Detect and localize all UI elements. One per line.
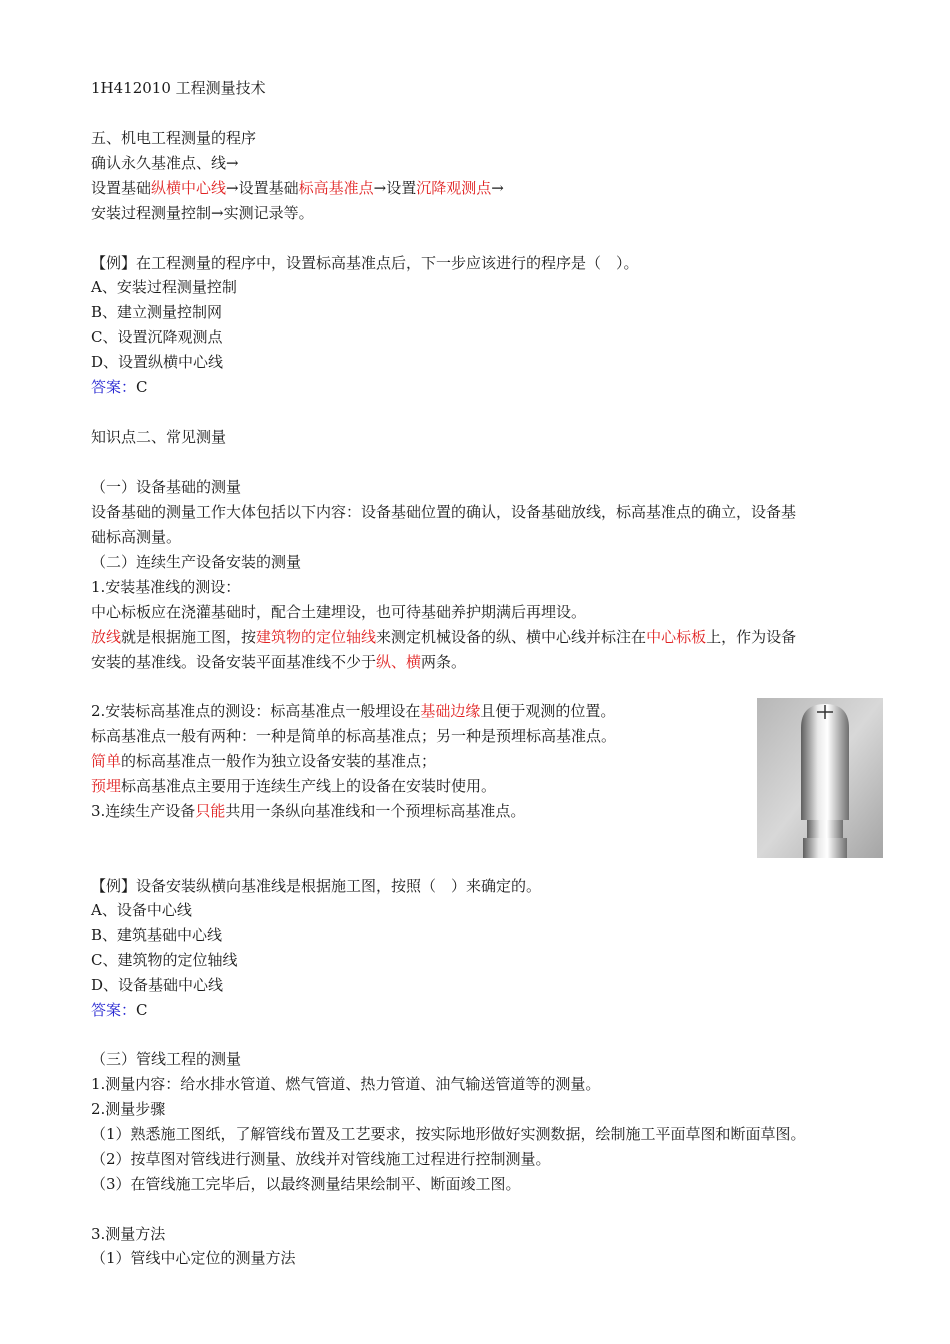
item1-line3 [91, 627, 796, 647]
example1-question: 【例】在工程测量的程序中，设置标高基准点后，下一步应该进行的程序是（ ）。 [91, 254, 639, 272]
sub3-step1: （1）熟悉施工图纸，了解管线布置及工艺要求，按实际地形做好实测数据，绘制施工平面草图和断面草图。 [91, 1125, 806, 1143]
section-header: 1H412010 工程测量技术 [91, 79, 266, 97]
example2-question: 【例】设备安装纵横向基准线是根据施工图，按照（ ）来确定的。 [91, 877, 542, 895]
example1-option-b: B、建立测量控制网 [91, 303, 223, 321]
answer-label: 答案： [91, 1001, 137, 1019]
example2-option-b: B、建筑基础中心线 [91, 926, 223, 944]
s5-line1: 确认永久基准点、线→ [91, 154, 239, 172]
item2-line3 [91, 751, 436, 771]
highlight: 纵横中心线 [151, 179, 227, 197]
text: 且便于观测的位置。 [480, 702, 616, 720]
item3-line [91, 801, 525, 821]
sub3-step2: （2）按草图对管线进行测量、放线并对管线施工过程进行控制测量。 [91, 1150, 551, 1168]
kp2-title: 知识点二、常见测量 [91, 428, 227, 446]
s5-title: 五、机电工程测量的程序 [91, 129, 257, 147]
highlight: 简单 [91, 752, 122, 770]
item2-line1 [91, 701, 615, 721]
text: 设置基础 [91, 179, 152, 197]
text: 的标高基准点一般作为独立设备安装的基准点； [121, 752, 437, 770]
highlight: 建筑物的定位轴线 [256, 628, 377, 646]
answer-value: C [136, 1001, 148, 1019]
text: 就是根据施工图，按 [121, 628, 257, 646]
example1-option-c: C、设置沉降观测点 [91, 328, 223, 346]
s5-line2 [91, 178, 504, 198]
highlight: 沉降观测点 [416, 179, 492, 197]
highlight: 基础边缘 [420, 702, 481, 720]
text: 3.连续生产设备 [91, 802, 196, 820]
example1-answer [91, 377, 148, 397]
highlight: 放线 [91, 628, 122, 646]
highlight: 只能 [195, 802, 226, 820]
example2-option-d: D、设备基础中心线 [91, 976, 224, 994]
text: →设置 [373, 179, 417, 197]
text: →设置基础 [226, 179, 299, 197]
sub3-title: （三）管线工程的测量 [91, 1050, 242, 1068]
highlight: 中心标板 [646, 628, 707, 646]
example2-answer [91, 1000, 148, 1020]
item2-line4 [91, 776, 496, 796]
text: 标高基准点主要用于连续生产线上的设备在安装时使用。 [121, 777, 497, 795]
highlight: 纵、横 [376, 653, 422, 671]
sub1-title: （一）设备基础的测量 [91, 478, 242, 496]
example1-option-d: D、设置纵横中心线 [91, 353, 224, 371]
highlight: 预埋 [91, 777, 122, 795]
sub3-item3: 3.测量方法 [91, 1225, 166, 1243]
text: 2.安装标高基准点的测设：标高基准点一般埋设在 [91, 702, 421, 720]
item2-line2: 标高基准点一般有两种：一种是简单的标高基准点；另一种是预埋标高基准点。 [91, 727, 617, 745]
sub3-item1: 1.测量内容：给水排水管道、燃气管道、热力管道、油气输送管道等的测量。 [91, 1075, 601, 1093]
sub3-step3: （3）在管线施工完毕后，以最终测量结果绘制平、断面竣工图。 [91, 1175, 521, 1193]
benchmark-photo [757, 698, 883, 858]
example2-option-a: A、设备中心线 [91, 901, 192, 919]
sub2-title: （二）连续生产设备安装的测量 [91, 553, 302, 571]
text: → [491, 179, 504, 197]
answer-value: C [136, 378, 148, 396]
text: 两条。 [421, 653, 467, 671]
example2-option-c: C、建筑物的定位轴线 [91, 951, 238, 969]
sub1-text-line2: 础标高测量。 [91, 528, 182, 546]
item1-line4 [91, 652, 466, 672]
item1-text: 中心标板应在浇灌基础时，配合土建埋设，也可待基础养护期满后再埋设。 [91, 603, 587, 621]
example1-option-a: A、安装过程测量控制 [91, 278, 237, 296]
sub3-item2: 2.测量步骤 [91, 1100, 166, 1118]
text: 来测定机械设备的纵、横中心线并标注在 [376, 628, 647, 646]
s5-line3: 安装过程测量控制→实测记录等。 [91, 204, 314, 222]
benchmark-illustration [757, 698, 883, 858]
highlight: 标高基准点 [298, 179, 374, 197]
sub1-text-line1: 设备基础的测量工作大体包括以下内容：设备基础位置的确认，设备基础放线，标高基准点的确立，设备基 [91, 503, 797, 521]
item1-title: 1.安装基准线的测设： [91, 578, 241, 596]
text: 上，作为设备 [706, 628, 797, 646]
sub3-method1: （1）管线中心定位的测量方法 [91, 1249, 296, 1267]
text: 安装的基准线。设备安装平面基准线不少于 [91, 653, 377, 671]
text: 共用一条纵向基准线和一个预埋标高基准点。 [225, 802, 526, 820]
answer-label: 答案： [91, 378, 137, 396]
